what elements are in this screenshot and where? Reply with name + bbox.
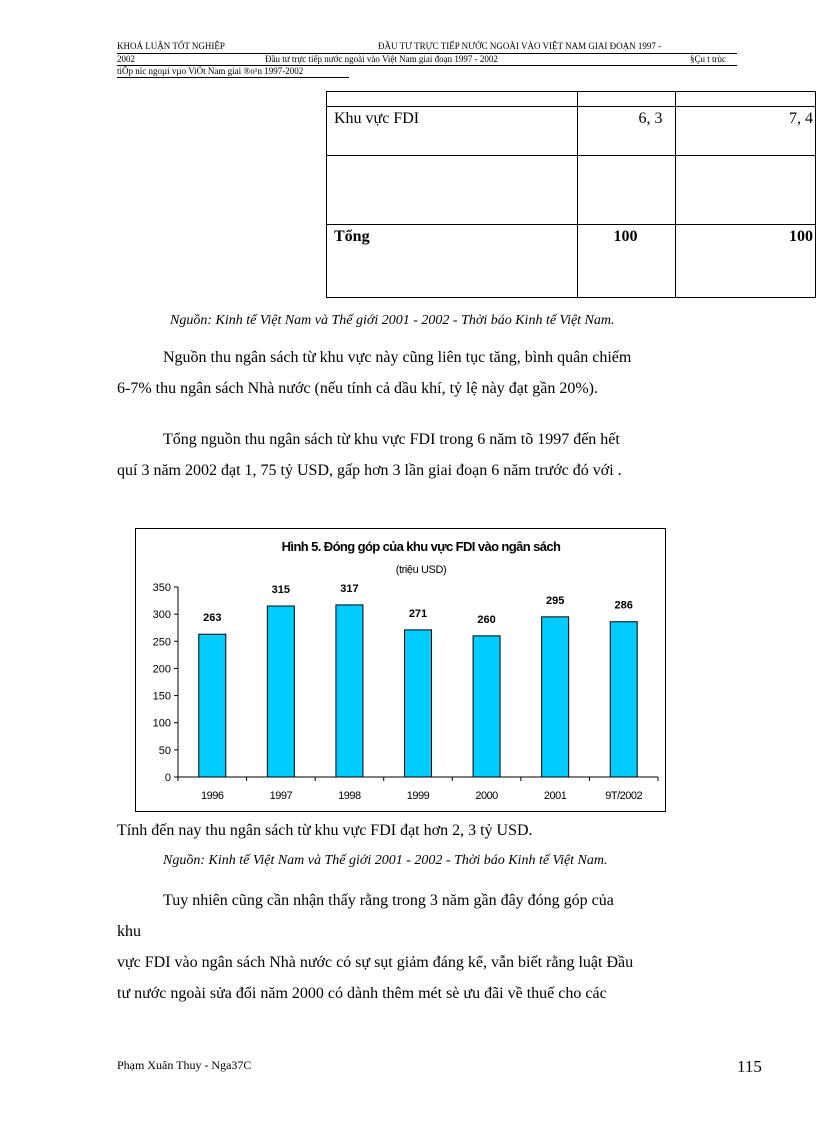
bar (542, 617, 569, 777)
table-cell (578, 156, 675, 225)
x-tick-label: 1999 (406, 790, 430, 802)
table-cell (327, 92, 578, 107)
table-cell-value (578, 225, 675, 298)
bar (610, 622, 637, 777)
data-label: 271 (408, 607, 428, 620)
x-tick-label: 9T/2002 (605, 790, 643, 802)
paragraph-line: 6-7% thu ngân sách Nhà nước (nếu tính cả dầu khí, tỷ lệ này đạt gần 20%). (117, 380, 598, 397)
header-line2-left: 2002 (117, 54, 135, 64)
data-label: 286 (614, 599, 633, 612)
y-tick-label: 350 (152, 582, 171, 594)
bar (267, 606, 294, 777)
table-cell (675, 156, 815, 225)
paragraph-line: khu (117, 923, 141, 940)
paragraph-line: Nguồn thu ngân sách từ khu vực này cũng liên tục tăng, bình quân chiếm (163, 349, 632, 366)
page-number: 115 (737, 1057, 762, 1076)
x-tick-label: 2000 (475, 790, 498, 802)
header-line2-right: §Çu t trùc (690, 54, 726, 64)
paragraph-line: Tuy nhiên cũng cần nhận thấy rằng trong 3 năm gần đây đóng góp của (163, 892, 614, 909)
y-tick-label: 150 (152, 690, 171, 703)
data-label: 263 (203, 612, 222, 625)
paragraph-4 (117, 885, 737, 1009)
source-note: Nguồn: Kinh tế Việt Nam và Thế giới 2001 - 2002 - Thời báo Kinh tế Việt Nam. (170, 313, 615, 328)
data-label: 317 (340, 582, 359, 595)
fdi-share-table (326, 91, 816, 298)
y-tick-label: 0 (164, 772, 171, 784)
header-right-title: ĐẦU TƯ TRỰC TIẾP NƯỚC NGOÀI VÀO VIỆT NAM GIAI ĐOẠN 1997 - (378, 41, 662, 51)
data-label: 295 (545, 594, 565, 607)
paragraph-line: vực FDI vào ngân sách Nhà nước có sự sụt giảm đáng kể, vẫn biết rằng luật Đầu (117, 954, 634, 971)
value-text: 7, 4 (789, 110, 813, 127)
value-text: 100 (613, 228, 638, 245)
bar (473, 636, 500, 777)
table-row (327, 107, 816, 156)
paragraph-line: Tổng nguồn thu ngân sách từ khu vực FDI trong 6 năm tõ 1997 đến hết (163, 431, 620, 448)
table-cell-label: Khu vực FDI (327, 107, 578, 156)
x-tick-label: 1997 (269, 790, 293, 802)
table-cell-value (675, 107, 815, 156)
data-label: 315 (271, 584, 291, 596)
table-row (327, 92, 816, 107)
header-rule-3 (117, 77, 349, 78)
value-text: 100 (789, 228, 813, 245)
table-cell-value (578, 107, 675, 156)
table-cell (327, 156, 578, 225)
data-label: 260 (477, 613, 496, 626)
y-tick-label: 250 (152, 636, 171, 649)
table-cell (578, 92, 675, 107)
table-cell-value (675, 225, 815, 298)
paragraph-2 (117, 424, 737, 486)
paragraph-1 (117, 342, 737, 404)
value-text: 6, 3 (638, 110, 663, 127)
table-row (327, 156, 816, 225)
paragraph-line: tư nước ngoài sửa đổi năm 2000 có dành thêm mét sè ưu đãi về thuế cho các (117, 985, 607, 1002)
fdi-budget-chart (135, 528, 666, 812)
x-tick-label: 2001 (543, 790, 567, 802)
chart-title: Hình 5. Đóng góp của khu vực FDI vào ngân sách (281, 539, 561, 554)
bar (405, 630, 432, 777)
header-line2-center: Đầu tư trực tiếp nước ngoài vào Việt Nam giai đoạn 1997 - 2002 (265, 54, 498, 64)
source-note: Nguồn: Kinh tế Việt Nam và Thế giới 2001 - 2002 - Thời báo Kinh tế Việt Nam. (163, 853, 608, 868)
table-cell-label: Tổng (327, 225, 578, 298)
x-tick-label: 1996 (201, 790, 224, 802)
paragraph-3: Tính đến nay thu ngân sách từ khu vực FDI đạt hơn 2, 3 tỷ USD. (117, 822, 533, 839)
header-left-title: KHOÁ LUẬN TỐT NGHIỆP (117, 41, 225, 51)
table-cell (675, 92, 815, 107)
x-tick-label: 1998 (338, 790, 361, 802)
bar (336, 605, 363, 777)
chart-canvas (136, 529, 665, 811)
chart-marks (153, 582, 658, 802)
paragraph-line: quí 3 năm 2002 đạt 1, 75 tỷ USD, gấp hơn 3 lần giai đoạn 6 năm trước đó với . (117, 462, 622, 479)
header-line3: tiÕp níc ngoµi vµo ViÖt Nam giai ®o¹n 1997-2002 (117, 66, 304, 76)
y-tick-label: 200 (152, 663, 171, 676)
footer-author: Phạm Xuân Thuy - Nga37C (117, 1058, 252, 1072)
bar (199, 634, 226, 777)
table-row (327, 225, 816, 298)
y-tick-label: 100 (152, 717, 171, 730)
y-tick-label: 50 (158, 744, 171, 757)
y-tick-label: 300 (152, 609, 171, 622)
chart-subtitle: (triệu USD) (395, 564, 447, 576)
